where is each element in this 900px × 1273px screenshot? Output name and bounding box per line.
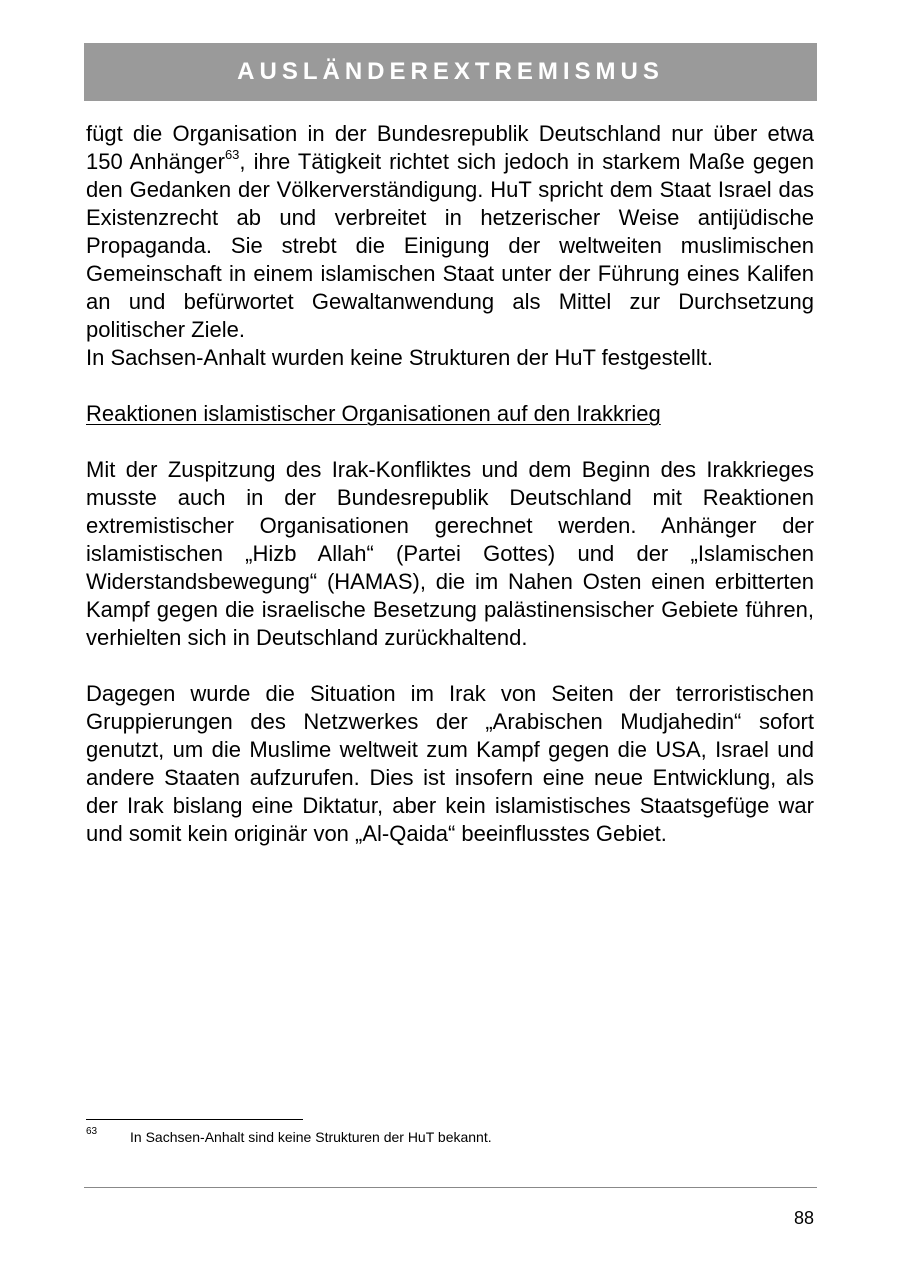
page-header-title: AUSLÄNDEREXTREMISMUS [237,58,664,85]
footnote-separator [86,1119,303,1120]
footnote-text: In Sachsen-Anhalt sind keine Strukturen der HuT bekannt. [130,1129,492,1145]
page-number: 88 [793,1208,814,1228]
spacer [86,428,814,456]
main-content [86,120,814,848]
paragraph-hut-text-end: , ihre Tätigkeit richtet sich jedoch in starkem Maße gegen den Gedanken der Völkerverständigung. HuT spricht dem Staat Israel das Existenzrecht ab und verbreitet in hetzerischer Weise antijüdische Propaganda. Sie strebt die Einigung der weltweiten muslimischen Gemeinschaft in einem islamischen Staat unter der Führung eines Kalifen an und befürwortet Gewaltanwendung als Mittel zur Durchsetzung politischer Ziele. [86,149,814,342]
paragraph-irak-konflikt: Mit der Zuspitzung des Irak-Konfliktes und dem Beginn des Irakkrieges musste auch in der Bundesrepublik Deutschland mit Reaktionen extremistischer Organisationen gerechnet werden. Anhänger der islamistischen „Hizb Allah“ (Partei Gottes) und der „Islamischen Widerstandsbewegung“ (HAMAS), die im Nahen Osten einen erbitterten Kampf gegen die israelische Besetzung palästinensischer Gebiete führen, verhielten sich in Deutschland zurückhaltend. [86,457,814,650]
page-header-bar [84,43,817,101]
footnote-number: 63 [86,1126,98,1137]
footnote-reference: 63 [224,146,240,162]
spacer [86,372,814,400]
section-heading: Reaktionen islamistischer Organisationen auf den Irakkrieg [86,401,661,426]
paragraph-sachsen-anhalt: In Sachsen-Anhalt wurden keine Strukturen der HuT festgestellt. [86,345,713,370]
paragraph-mudjahedin: Dagegen wurde die Situation im Irak von Seiten der terroristischen Gruppierungen des Netzwerkes der „Arabischen Mudjahedin“ sofort genutzt, um die Muslime weltweit zum Kampf gegen die USA, Israel und andere Staaten aufzurufen. Dies ist insofern eine neue Entwicklung, als der Irak bislang eine Diktatur, aber kein islamistisches Staatsgefüge war und somit kein originär von „Al-Qaida“ beeinflusstes Gebiet. [86,681,814,846]
paragraph-hut-text-start: fügt die Organisation in der Bundesrepublik Deutschland nur über etwa 150 Anhänger [86,121,814,174]
spacer [86,652,814,680]
paragraph-hut [86,120,814,344]
footer-separator [84,1187,817,1188]
